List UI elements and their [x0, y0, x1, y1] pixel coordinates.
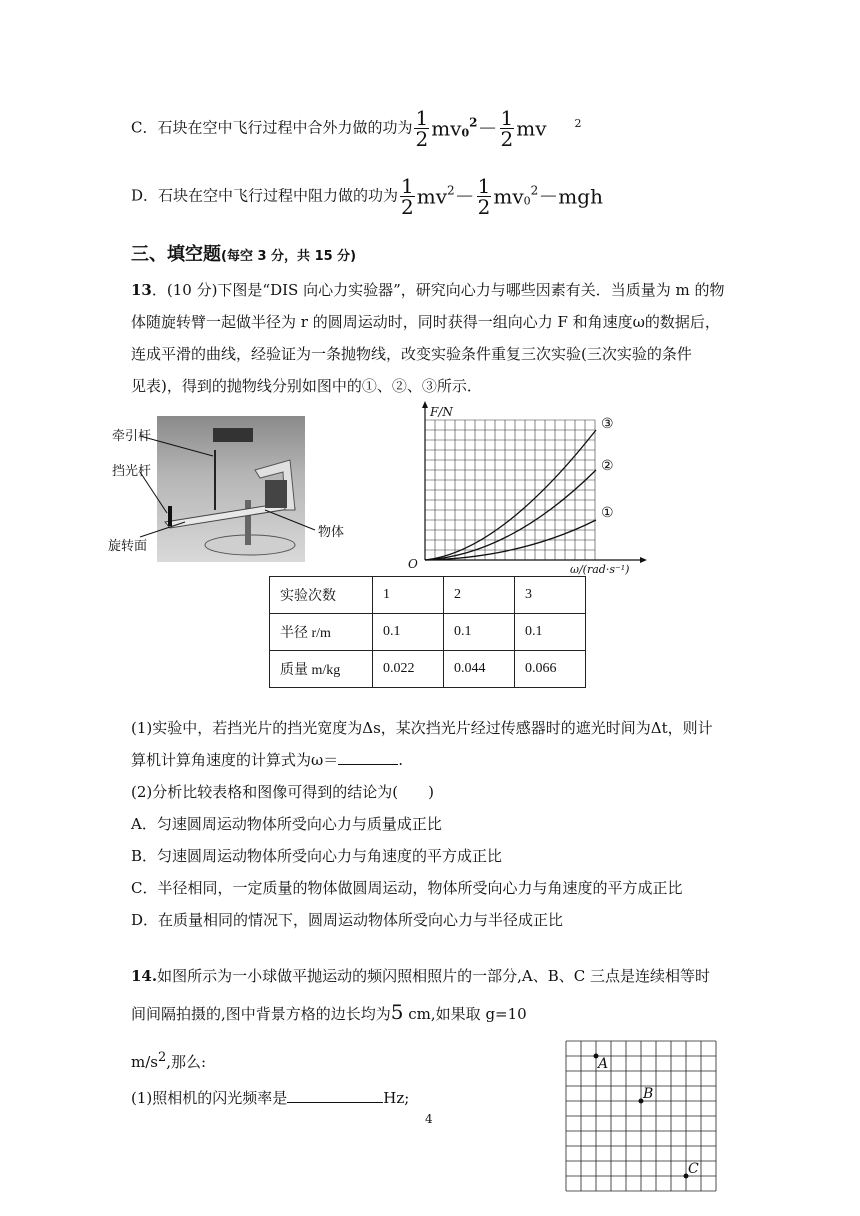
q13-number: 13: [131, 281, 152, 299]
choice-b: B．匀速圆周运动物体所受向心力与角速度的平方成正比: [131, 847, 503, 865]
fraction-half: $\frac{1}{2}$: [401, 174, 414, 219]
curve-2-label: ②: [601, 458, 614, 474]
experiment-table: [269, 576, 586, 688]
label-shade-rod: 挡光杆: [112, 464, 152, 479]
choice-c: C．半径相同，一定质量的物体做圆周运动，物体所受向心力与角速度的平方成正比: [131, 879, 683, 897]
graph-grid: [425, 420, 595, 560]
curve-1-label: ①: [601, 505, 614, 521]
option-d: D．石块在空中飞行过程中阻力做的功为 $\frac{1}{2}$ $mv^2-$ $\frac{1}{2}$ $mv_0^2-mgh$: [131, 174, 603, 219]
q13-stem: 13．(10 分)下图是“DIS 向心力实验器”，研究向心力与哪些因素有关．当质量为 m 的物 体随旋转臂一起做半径为 r 的圆周运动时，同时获得一组向心力 F 和角速度ω的数据后， 连成平滑的曲线，经验证为一条抛物线，改变实验条件重复三次实验(三次实验的条件 见表)，得到的抛物线分别如图中的①、②、③所示．: [131, 281, 725, 395]
table-row: 质量 m/kg 0.022 0.044 0.066: [270, 651, 586, 688]
graph-origin: O: [408, 557, 418, 571]
answer-blank[interactable]: [287, 1102, 383, 1103]
q13-subquestions: (1)实验中，若挡光片的挡光宽度为Δs，某次挡光片经过传感器时的遮光时间为Δt，则计 算机计算角速度的计算式为ω＝ . (2)分析比较表格和图像可得到的结论为( ) A．匀速圆周运动物体所受向心力与质量成正比 B．匀速圆周运动物体所受向心力与角速度的平方成正比 C．半径相同，一定质量的物体做圆周运动，物体所受向心力与角速度的平方成正比 D．在质量相同的情况下，圆周运动物体所受向心力与半径成正比: [131, 712, 731, 936]
fraction-half: $\frac{1}{2}$: [415, 106, 429, 151]
fraction-half: $\frac{1}{2}$: [477, 174, 491, 219]
curve-3: [425, 430, 596, 560]
table-row: 半径 r/m 0.1 0.1 0.1: [270, 614, 586, 651]
q14-number: 14.: [131, 967, 158, 985]
q14-stem: 14.如图所示为一小球做平抛运动的频闪照相照片的一部分,A、B、C 三点是连续相等时 间间隔拍摄的,图中背景方格的边长均为5 cm,如果取 g=10 $m/s^2$,那么: (1)照相机的闪光频率是 Hz;: [131, 967, 710, 1107]
label-object: 物体: [318, 525, 345, 540]
choice-a: A．匀速圆周运动物体所受向心力与质量成正比: [131, 815, 442, 833]
graph-x-label: ω/(rad·s⁻¹): [570, 563, 630, 576]
option-c: C．石块在空中飞行过程中合外力做的功为 $\frac{1}{2}$ $mv_0^2-$ $\frac{1}{2}$ mv $^2$: [131, 106, 582, 151]
label-b: B: [643, 1086, 654, 1102]
label-rotating-surface: 旋转面: [108, 539, 148, 554]
label-pull-rod: 牵引杆: [112, 429, 152, 444]
graph-y-label: F/N: [430, 405, 453, 419]
page-number: 4: [425, 1112, 433, 1126]
label-a: A: [598, 1056, 609, 1072]
curve-3-label: ③: [601, 416, 614, 432]
choice-d: D．在质量相同的情况下，圆周运动物体所受向心力与半径成正比: [131, 911, 564, 929]
option-d-text: D．石块在空中飞行过程中阻力做的功为: [131, 186, 399, 205]
section-heading: 三、填空题(每空 3 分，共 15 分): [131, 244, 357, 265]
label-c: C: [688, 1161, 699, 1177]
curve-2: [425, 470, 596, 560]
option-c-text: C．石块在空中飞行过程中合外力做的功为: [131, 118, 413, 137]
answer-blank[interactable]: [338, 764, 398, 765]
table-row: 实验次数 1 2 3: [270, 577, 586, 614]
fraction-half: $\frac{1}{2}$: [500, 106, 514, 151]
